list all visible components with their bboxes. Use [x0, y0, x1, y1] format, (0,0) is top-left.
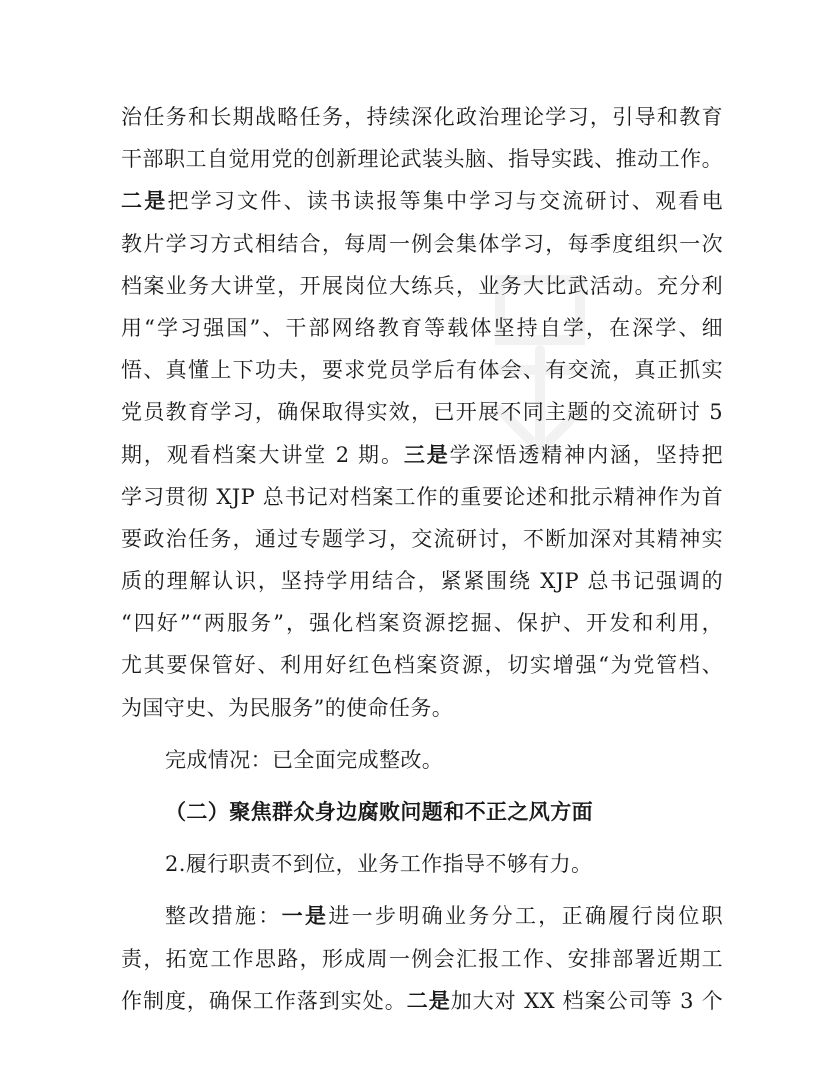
section-heading: （二）聚焦群众身边腐败问题和不正之风方面: [165, 799, 593, 824]
paragraph-line: [121, 980, 723, 1022]
spacer: [121, 885, 723, 895]
paragraph-line: 治任务和长期战略任务，持续深化政治理论学习，引导和教育: [121, 105, 723, 129]
emphasis-label: 二是: [121, 188, 168, 214]
paragraph-line: 党员教育学习，确保取得实效，已开展不同主题的交流研讨 5: [121, 400, 723, 425]
paragraph-text: 学深悟透精神内涵，坚持把: [449, 442, 723, 467]
paragraph-line: 教片学习方式相结合，每周一例会集体学习，每季度组织一次: [121, 231, 723, 256]
paragraph-line: [121, 434, 723, 476]
paragraph-line: [121, 180, 723, 222]
paragraph-text: 期，观看档案大讲堂 2 期。: [121, 442, 404, 467]
emphasis-label: 一是: [281, 903, 329, 929]
paragraph-line: 学习贯彻 XJP 总书记对档案工作的重要论述和批示精神作为首: [121, 484, 723, 509]
paragraph-text: 作制度，确保工作落到实处。: [121, 988, 407, 1013]
emphasis-label: 二是: [406, 987, 451, 1013]
spacer: [121, 781, 723, 791]
paragraph-line: 质的理解认识，坚持学用结合，紧紧围绕 XJP 总书记强调的: [121, 569, 723, 594]
spacer: [121, 833, 723, 843]
paragraph-line: 档案业务大讲堂，开展岗位大练兵，业务大比武活动。充分利: [121, 273, 723, 298]
paragraph-text: 进一步明确业务分工，正确履行岗位职: [328, 904, 723, 929]
paragraph-line: “四好”“两服务”，强化档案资源挖掘、保护、开发和利用，: [121, 611, 723, 636]
body-text: [121, 96, 723, 1022]
item-title: 2.履行职责不到位，业务工作指导不够有力。: [165, 852, 593, 877]
paragraph-line: 尤其要保管好、利用好红色档案资源，切实增强“为党管档、: [121, 653, 723, 678]
paragraph-line: 用“学习强国”、干部网络教育等载体坚持自学，在深学、细: [121, 315, 723, 340]
paragraph-line: 要政治任务，通过专题学习，交流研讨，不断加深对其精神实: [121, 526, 723, 551]
paragraph-text: 加大对 XX 档案公司等 3 个: [450, 988, 723, 1013]
paragraph-text: 整改措施：: [165, 904, 282, 929]
emphasis-label: 三是: [403, 441, 450, 467]
paragraph-text: 把学习文件、读书读报等集中学习与交流研讨、观看电: [167, 189, 723, 214]
completion-status: 完成情况：已全面完成整改。: [165, 747, 444, 772]
paragraph-line: 责，拓宽工作思路，形成周一例会汇报工作、安排部署近期工: [121, 946, 723, 971]
paragraph-line: [121, 895, 723, 937]
paragraph-line: 为国守史、为民服务”的使命任务。: [121, 695, 454, 720]
paragraph-line: 悟、真懂上下功夫，要求党员学后有体会、有交流，真正抓实: [121, 358, 723, 383]
spacer: [121, 729, 723, 739]
paragraph-line: 干部职工自觉用党的创新理论武装头脑、指导实践、推动工作。: [121, 147, 723, 172]
